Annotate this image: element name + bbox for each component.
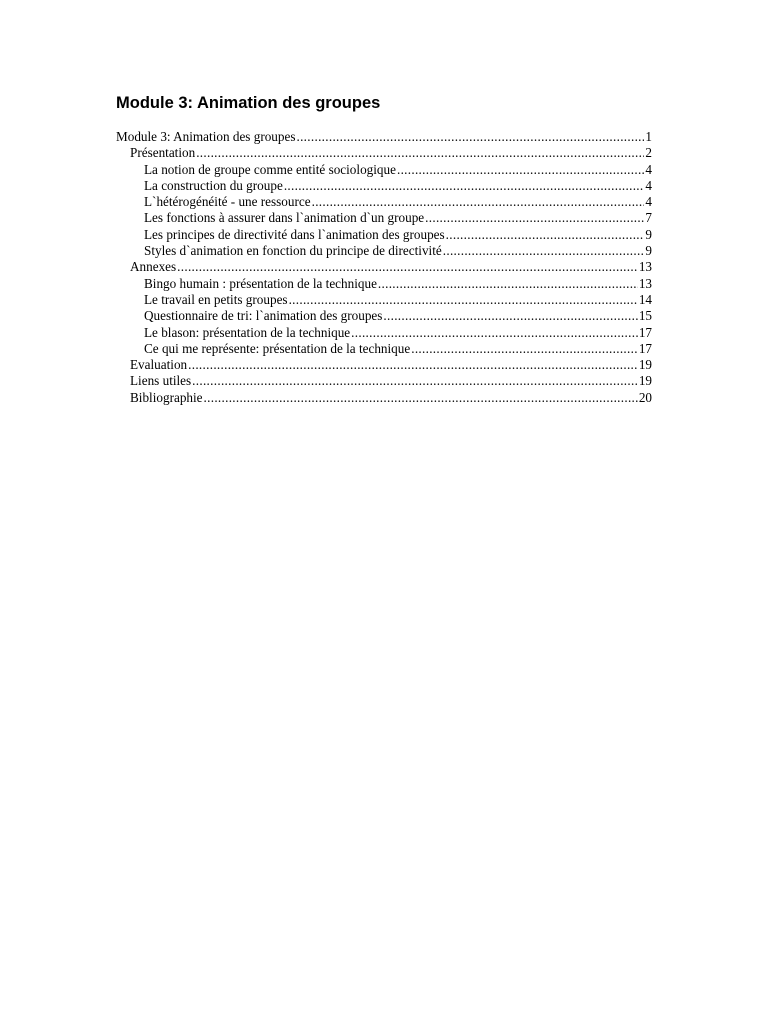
toc-entry[interactable] [116, 259, 652, 275]
toc-dot-leader [296, 129, 644, 145]
toc-entry[interactable] [116, 178, 652, 194]
toc-entry-page: 4 [645, 194, 652, 210]
toc-entry-label: Styles d`animation en fonction du principe de directivité [144, 243, 442, 259]
toc-entry-label: Les fonctions à assurer dans l`animation d`un groupe [144, 210, 425, 226]
toc-entry[interactable] [116, 194, 652, 210]
toc-dot-leader [446, 227, 645, 243]
toc-entry[interactable] [116, 373, 652, 389]
toc-entry-page: 2 [645, 145, 652, 161]
toc-entry-label: Les principes de directivité dans l`animation des groupes [144, 226, 445, 242]
toc-dot-leader [284, 178, 645, 194]
toc-entry-label: L`hétérogénéité - une ressource [144, 194, 311, 210]
toc-entry[interactable] [116, 243, 652, 259]
toc-entry[interactable] [116, 341, 652, 357]
toc-dot-leader [425, 210, 644, 226]
toc-dot-leader [411, 341, 638, 357]
toc-dot-leader [177, 259, 638, 275]
toc-dot-leader [289, 292, 638, 308]
toc-entry-label: Questionnaire de tri: l`animation des groupes [144, 308, 383, 324]
toc-dot-leader [188, 357, 638, 373]
toc-dot-leader [192, 373, 638, 389]
toc-entry[interactable] [116, 227, 652, 243]
toc-entry-label: Liens utiles [130, 373, 192, 389]
toc-entry-page: 4 [645, 177, 652, 193]
toc-entry-label: Bingo humain : présentation de la technique [144, 275, 377, 291]
toc-entry-page: 9 [645, 226, 652, 242]
toc-entry[interactable] [116, 276, 652, 292]
toc-entry-label: Ce qui me représente: présentation de la technique [144, 340, 411, 356]
table-of-contents [116, 129, 652, 406]
toc-entry-label: Module 3: Animation des groupes [116, 129, 296, 144]
toc-entry[interactable] [116, 292, 652, 308]
toc-entry[interactable] [116, 145, 652, 161]
toc-entry[interactable] [116, 210, 652, 226]
toc-entry-page: 7 [645, 210, 652, 226]
toc-entry[interactable] [116, 308, 652, 324]
toc-dot-leader [397, 162, 644, 178]
toc-entry[interactable] [116, 162, 652, 178]
toc-entry-label: Evaluation [130, 357, 188, 373]
toc-entry[interactable] [116, 357, 652, 373]
toc-entry-label: Le travail en petits groupes [144, 291, 288, 307]
toc-dot-leader [312, 194, 645, 210]
toc-entry-label: Bibliographie [130, 389, 203, 405]
toc-dot-leader [351, 325, 638, 341]
toc-dot-leader [204, 390, 638, 406]
toc-entry-label: Le blason: présentation de la technique [144, 324, 351, 340]
toc-entry-page: 17 [638, 340, 652, 356]
toc-entry-label: La notion de groupe comme entité sociologique [144, 161, 396, 177]
toc-entry-label: La construction du groupe [144, 177, 283, 193]
toc-entry-page: 14 [638, 291, 652, 307]
toc-entry-page: 9 [645, 243, 652, 259]
toc-dot-leader [383, 308, 637, 324]
toc-entry-page: 1 [645, 129, 652, 144]
toc-dot-leader [196, 145, 644, 161]
toc-entry-page: 19 [638, 357, 652, 373]
toc-dot-leader [378, 276, 638, 292]
toc-entry-page: 17 [638, 324, 652, 340]
toc-entry-page: 4 [645, 161, 652, 177]
toc-entry-page: 13 [638, 259, 652, 275]
toc-entry-page: 13 [638, 275, 652, 291]
toc-entry-page: 20 [638, 389, 652, 405]
toc-entry[interactable] [116, 129, 652, 145]
toc-entry-label: Annexes [130, 259, 177, 275]
toc-entry-page: 15 [638, 308, 652, 324]
toc-entry-page: 19 [638, 373, 652, 389]
toc-entry[interactable] [116, 325, 652, 341]
document-title: Module 3: Animation des groupes [116, 94, 381, 112]
toc-entry[interactable] [116, 390, 652, 406]
toc-entry-label: Présentation [130, 145, 196, 161]
toc-dot-leader [443, 243, 645, 259]
